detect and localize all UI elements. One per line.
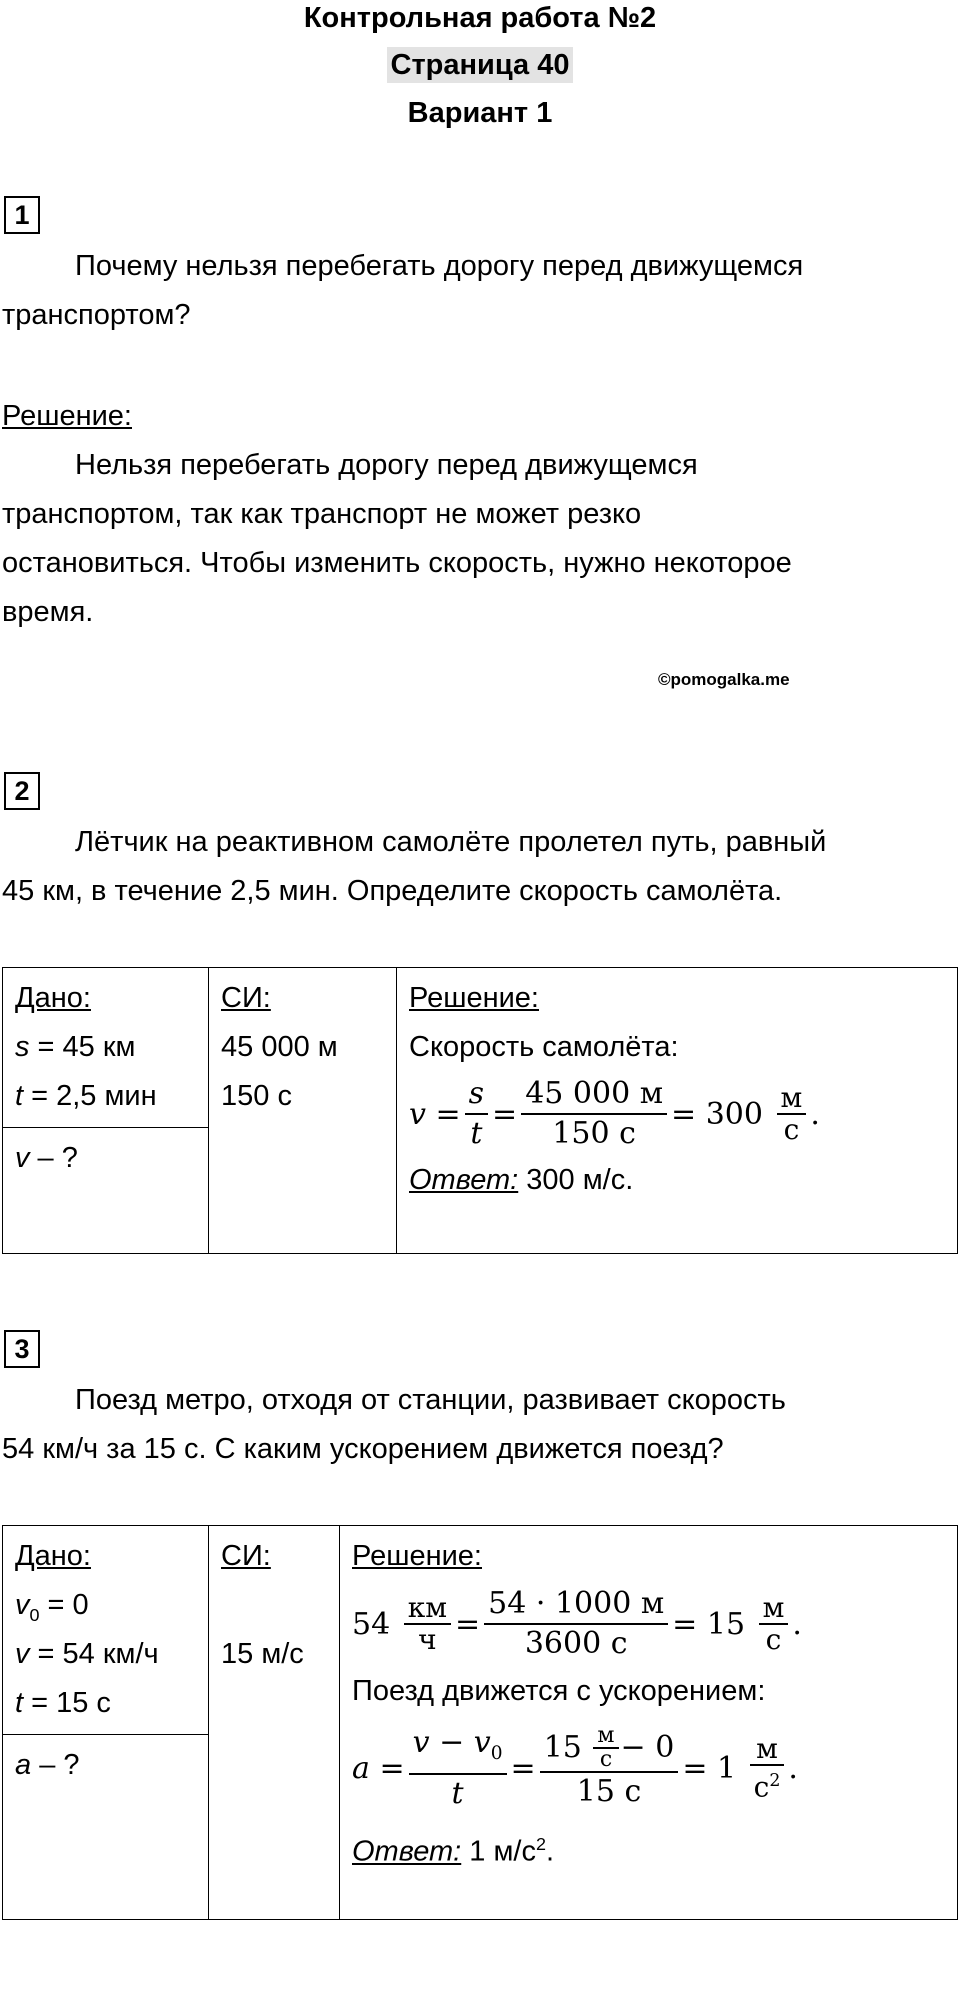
task3-solution-table — [2, 1525, 958, 1920]
solution-cell — [340, 1526, 958, 1920]
task-number-1: 1 — [4, 196, 40, 234]
si-heading: СИ: — [221, 1540, 271, 1572]
find-cell — [3, 1128, 209, 1254]
given-cell — [3, 968, 209, 1128]
task-number-2: 2 — [4, 772, 40, 810]
given-heading: Дано: — [15, 982, 91, 1014]
si-value: 150 с — [221, 1080, 292, 1112]
si-cell — [209, 1526, 340, 1920]
document-title: Контрольная работа №2 — [303, 2, 657, 34]
given-v: v = 54 км/ч — [15, 1638, 159, 1670]
acceleration-formula: a = $\frac{v - v_0}{t}$ = 15 $\frac{м}{с}$ − 0 15 с = 1 $\frac{м}{с^2}$ . — [352, 1723, 798, 1811]
answer-line: Ответ: 1 $м/с^2$. — [352, 1834, 555, 1868]
solution-text: Скорость самолёта: — [409, 1031, 679, 1063]
answer-line: Ответ: 300 м/с. — [409, 1164, 634, 1196]
given-s: s = 45 км — [15, 1031, 136, 1063]
find-a: a – ? — [15, 1749, 80, 1781]
task1-question: Почему нельзя перебегать дорогу перед движущемся транспортом? — [2, 250, 804, 331]
solution-heading: Решение: — [352, 1540, 482, 1572]
task-number-3: 3 — [4, 1330, 40, 1368]
page-label: Страница 40 — [0, 47, 960, 83]
given-cell — [3, 1526, 209, 1735]
solution-heading: Решение: — [409, 982, 539, 1014]
given-v0: $v_0 = 0$ — [15, 1589, 89, 1625]
copyright: ©pomogalka.me — [658, 670, 790, 689]
task2-question: Лётчик на реактивном самолёте пролетел путь, равный 45 км, в течение 2,5 мин. Определите скорость самолёта. — [2, 826, 827, 907]
conversion-formula: 54 $\frac{км}{ч}$ = $\frac{54 \cdot 1000 м}{3600 с}$ = 15 $\frac{м}{с}$ . — [352, 1586, 802, 1661]
find-cell — [3, 1735, 209, 1920]
solution-cell — [397, 968, 958, 1254]
task2-solution-table — [2, 967, 958, 1254]
find-v: v – ? — [15, 1142, 78, 1174]
solution-text: Поезд движется с ускорением: — [352, 1675, 766, 1707]
variant-label: Вариант 1 — [407, 97, 553, 129]
given-t: t = 2,5 мин — [15, 1080, 157, 1112]
si-heading: СИ: — [221, 982, 271, 1014]
task3-question: Поезд метро, отходя от станции, развивает скорость 54 км/ч за 15 с. С каким ускорением движется поезд? — [2, 1384, 786, 1465]
given-t: t = 15 с — [15, 1687, 111, 1719]
task1-solution: Решение: Нельзя перебегать дорогу перед движущемся транспортом, так как транспорт не может резко остановиться. Чтобы изменить скорость, нужно некоторое время. — [2, 392, 952, 637]
si-value: 15 м/с — [221, 1638, 304, 1670]
si-value: 45 000 м — [221, 1031, 338, 1063]
si-cell — [209, 968, 397, 1254]
solution-heading: Решение: — [2, 400, 132, 432]
speed-formula: v = $\frac{s}{t}$ = $\frac{45 000 м}{150 с}$ = 300 $\frac{м}{с}$ . — [409, 1076, 820, 1151]
given-heading: Дано: — [15, 1540, 91, 1572]
